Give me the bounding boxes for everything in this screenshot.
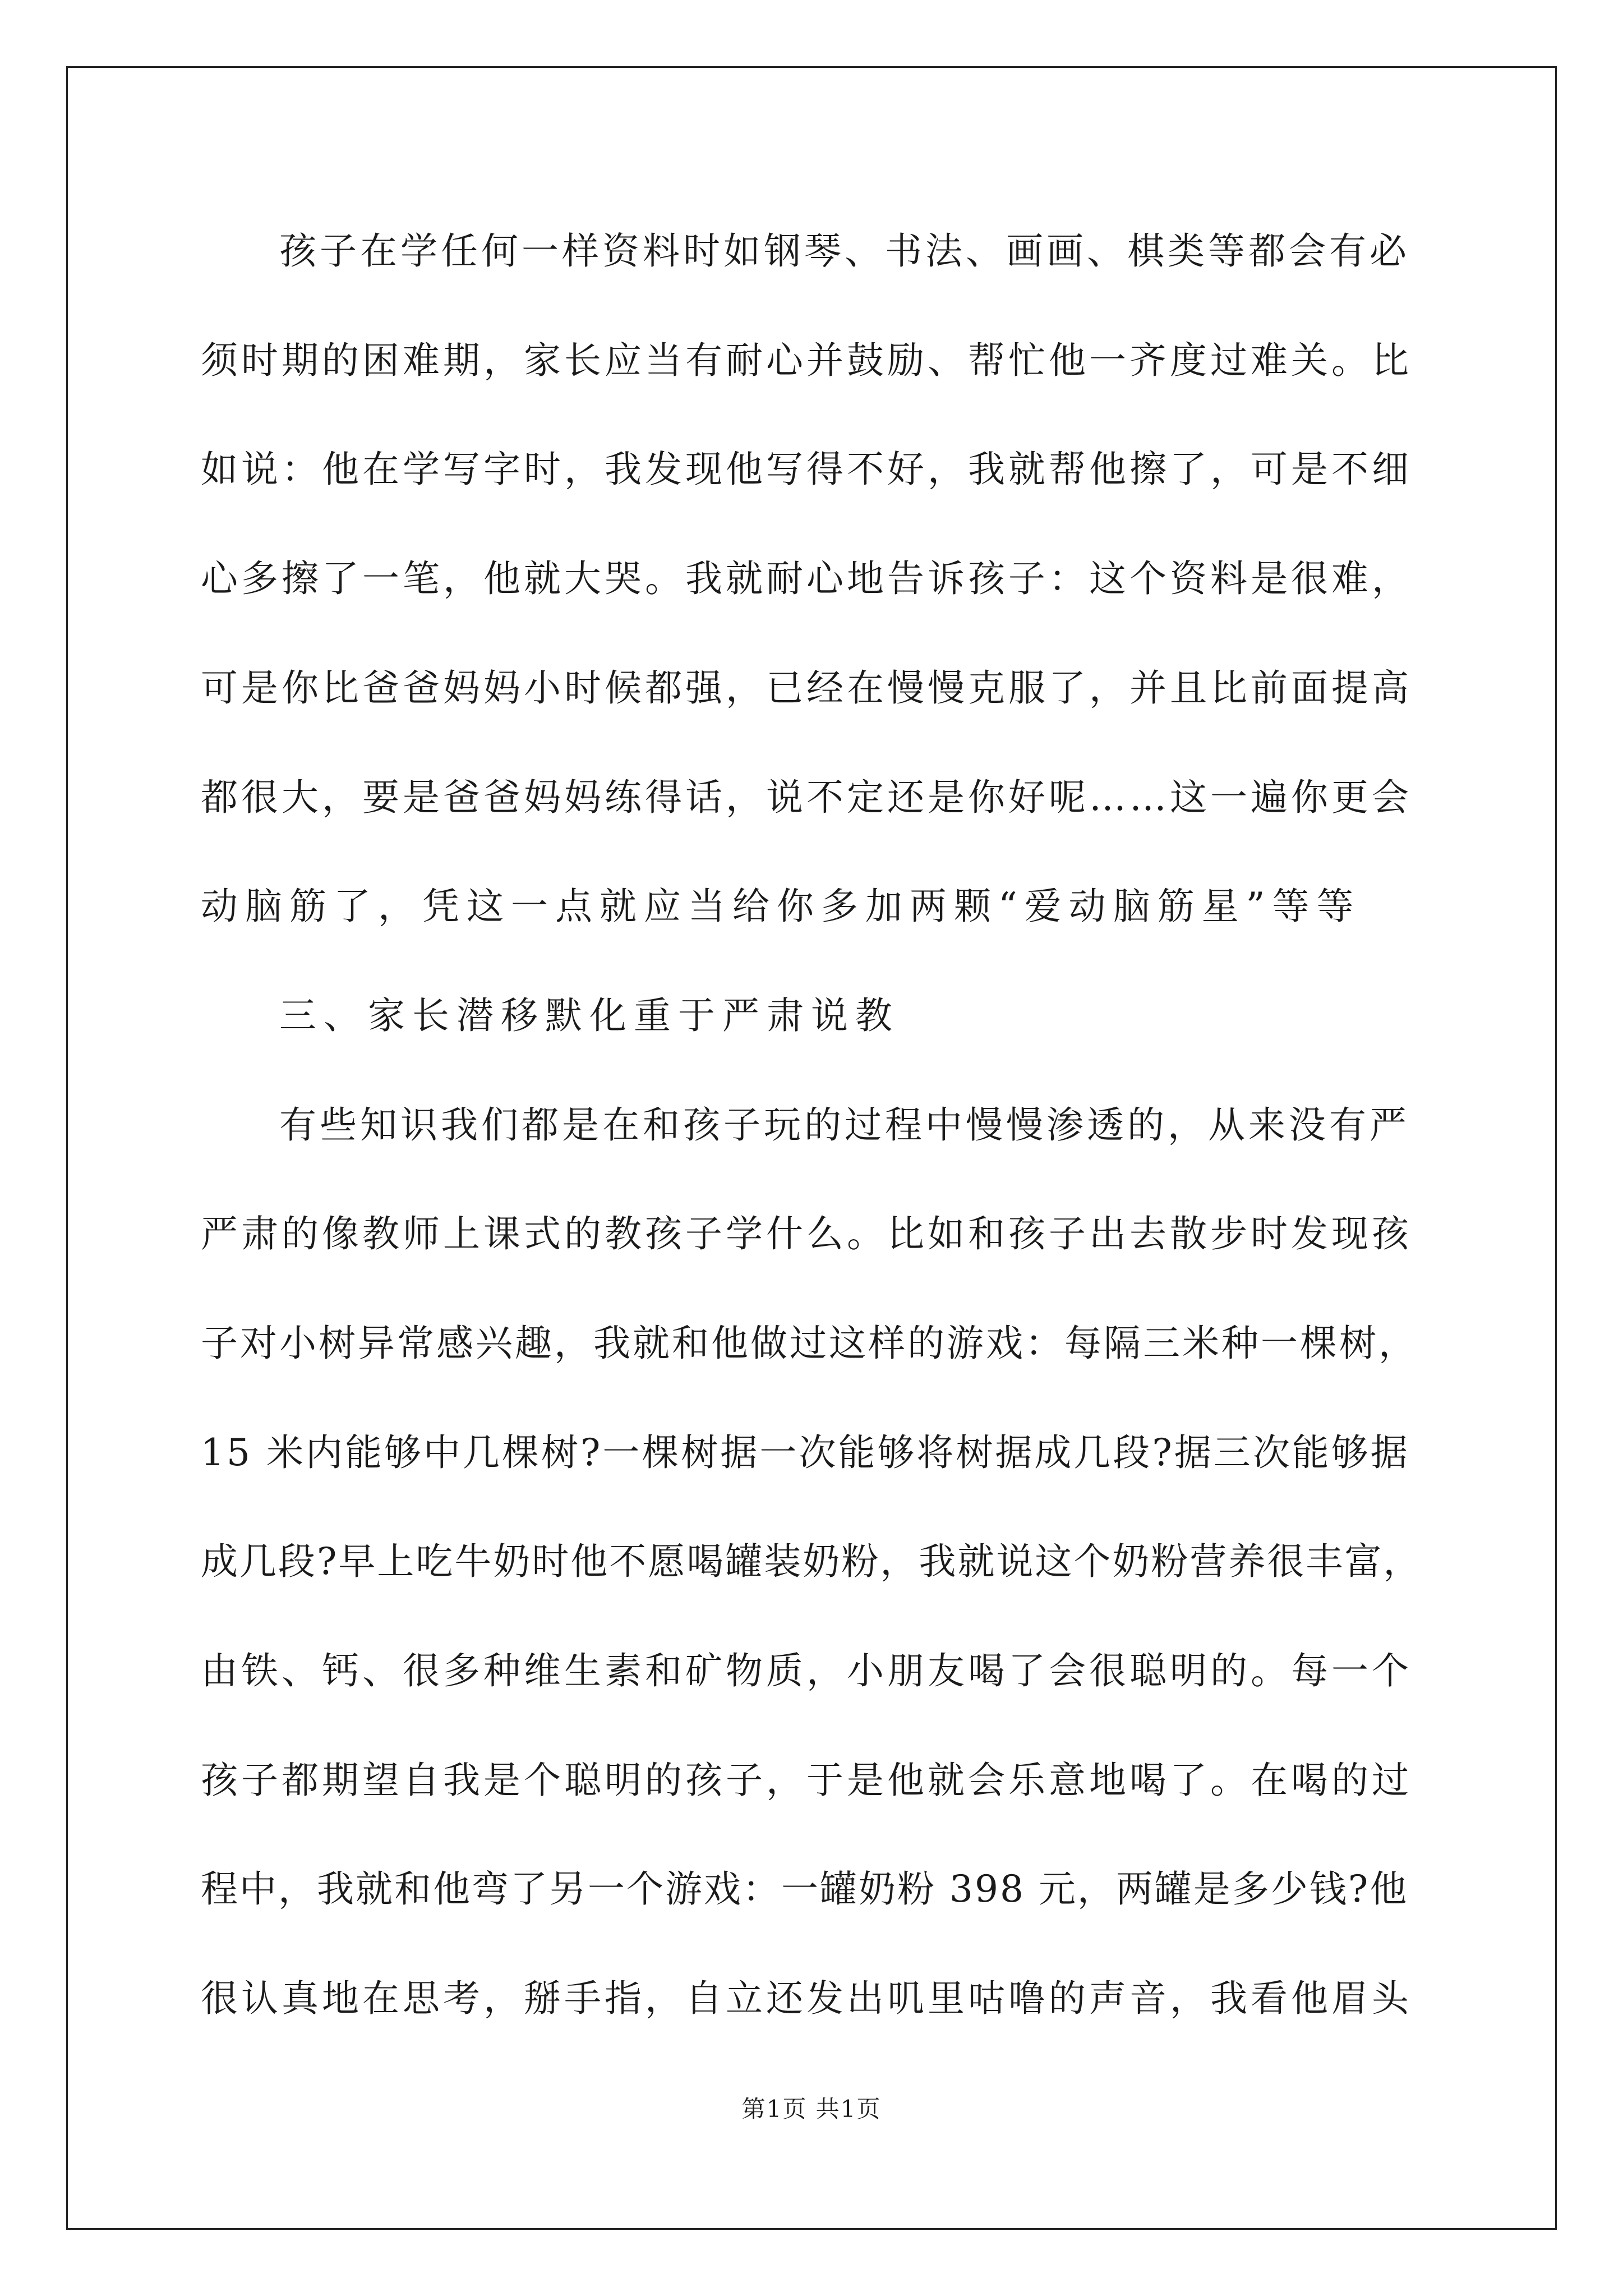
paragraph-line: 动脑筋了，凭这一点就应当给你多加两颗“爱动脑筋星”等等 <box>201 885 1361 928</box>
paragraph-line: 可是你比爸爸妈妈小时候都强，已经在慢慢克服了，并且比前面提高 <box>201 666 1412 710</box>
paragraph-line: 心多擦了一笔，他就大哭。我就耐心地告诉孩子：这个资料是很难， <box>201 557 1412 600</box>
paragraph-line: 程中，我就和他弯了另一个游戏：一罐奶粉 398 元，两罐是多少钱?他 <box>201 1867 1409 1911</box>
paragraph-line: 严肃的像教师上课式的教孩子学什么。比如和孩子出去散步时发现孩 <box>201 1212 1412 1255</box>
paragraph-line: 如说：他在学写字时，我发现他写得不好，我就帮他擦了，可是不细 <box>201 448 1412 491</box>
paragraph-line: 由铁、钙、很多种维生素和矿物质，小朋友喝了会很聪明的。每一个 <box>201 1649 1412 1692</box>
paragraph-line: 很认真地在思考，掰手指，自立还发出叽里咕噜的声音，我看他眉头 <box>201 1977 1412 2020</box>
paragraph-line: 都很大，要是爸爸妈妈练得话，说不定还是你好呢……这一遍你更会 <box>201 776 1412 819</box>
page-number-footer: 第1页 共1页 <box>741 2095 882 2123</box>
paragraph-line: 孩子都期望自我是个聪明的孩子，于是他就会乐意地喝了。在喝的过 <box>201 1759 1412 1802</box>
paragraph-line: 子对小树异常感兴趣，我就和他做过这样的游戏：每隔三米种一棵树， <box>201 1322 1418 1365</box>
paragraph-line: 有些知识我们都是在和孩子玩的过程中慢慢渗透的，从来没有严 <box>279 1103 1410 1147</box>
section-heading: 三、家长潜移默化重于严肃说教 <box>279 994 900 1037</box>
paragraph-line: 须时期的困难期，家长应当有耐心并鼓励、帮忙他一齐度过难关。比 <box>201 339 1412 382</box>
paragraph-line: 15 米内能够中几棵树?一棵树据一次能够将树据成几段?据三次能够据 <box>201 1431 1410 1474</box>
paragraph-line: 成几段?早上吃牛奶时他不愿喝罐装奶粉，我就说这个奶粉营养很丰富， <box>201 1540 1422 1583</box>
paragraph-line: 孩子在学任何一样资料时如钢琴、书法、画画、棋类等都会有必 <box>279 229 1410 273</box>
